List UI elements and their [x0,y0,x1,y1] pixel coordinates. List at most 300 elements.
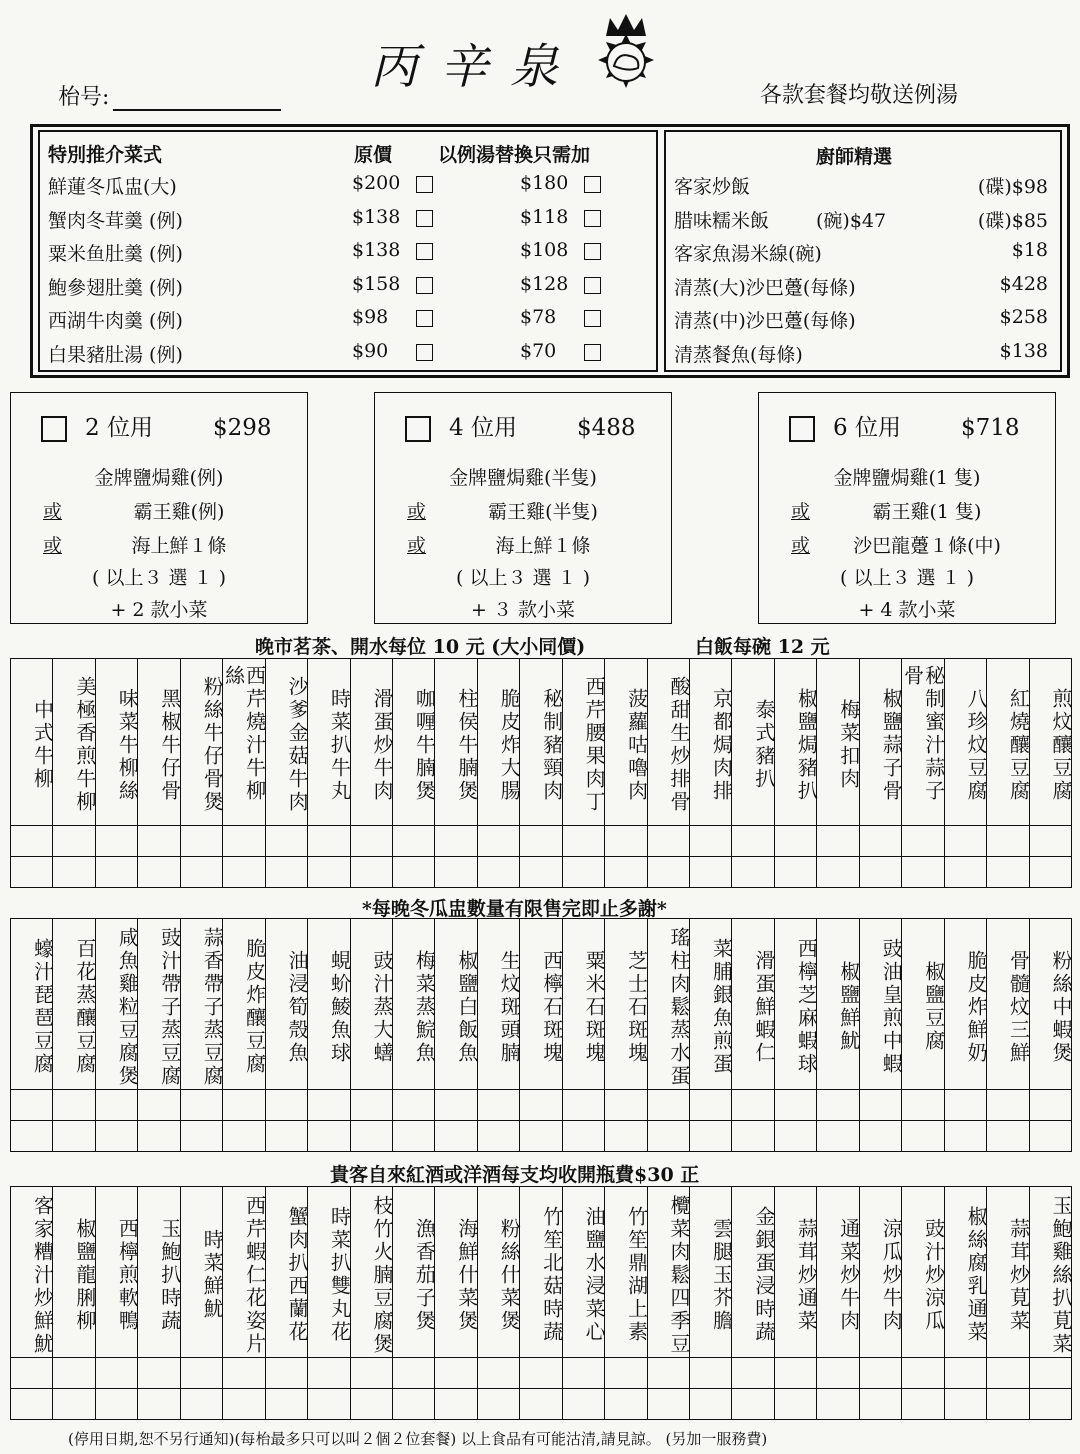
order-cell[interactable] [520,1388,561,1419]
dish-name: 竹笙鼎湖上素 [624,1206,649,1344]
set-header [789,409,1020,442]
order-cell[interactable] [690,1388,731,1419]
dish-column [478,659,520,887]
set-side-dishes: + 2 款小菜 [110,599,208,621]
order-cell[interactable] [1030,856,1071,887]
order-cell[interactable] [817,1357,858,1388]
order-cell[interactable] [96,856,137,887]
dish-name: 涼瓜炒牛肉 [879,1217,904,1333]
order-checkbox[interactable] [416,344,433,361]
dish-column [945,919,987,1151]
chef-item-price: $138 [999,339,1048,362]
order-cell[interactable] [605,1388,646,1419]
dish-name: 菠蘿咕嚕肉 [624,687,649,803]
order-cell[interactable] [478,825,519,856]
dish-column [1030,919,1071,1151]
order-cell[interactable] [96,1388,137,1419]
order-cell[interactable] [563,1120,604,1151]
order-cell[interactable] [987,825,1028,856]
order-cell[interactable] [53,825,94,856]
order-cell[interactable] [817,1388,858,1419]
order-cell[interactable] [11,1357,52,1388]
dish-name: 菜脯銀魚煎蛋 [709,938,734,1076]
order-cell[interactable] [860,1388,901,1419]
dish-name: 紅燒釀豆腐 [1006,687,1031,803]
dish-name: 豉汁蒸大蟮 [369,949,394,1065]
set-checkbox[interactable] [789,416,815,442]
order-checkbox[interactable] [584,210,601,227]
order-cell[interactable] [860,856,901,887]
special-item-replace-price: $180 [520,172,569,194]
dish-name: 滑蛋炒牛肉 [369,687,394,803]
dish-grid-2 [10,918,1072,1152]
dish-column [181,659,223,887]
set-choose-note: ( 以上３ 選 １ ) [456,567,590,589]
order-cell[interactable] [11,825,52,856]
order-cell[interactable] [563,1357,604,1388]
dish-name: 竹笙北菇時蔬 [539,1206,564,1344]
order-cell[interactable] [181,1357,222,1388]
set-or-2: 或 [407,535,427,557]
order-cell[interactable] [478,1388,519,1419]
dish-column [648,659,690,887]
order-cell[interactable] [308,1388,349,1419]
order-cell[interactable] [478,856,519,887]
dish-column [53,919,95,1151]
dish-name: 泰式豬扒 [751,699,776,791]
dish-column [308,919,350,1151]
dish-column [563,659,605,887]
order-cell[interactable] [605,825,646,856]
order-cell[interactable] [393,1388,434,1419]
order-cell[interactable] [138,1357,179,1388]
dish-name: 海鮮什菜煲 [454,1217,479,1333]
dish-column [605,1187,647,1419]
order-cell[interactable] [351,1388,392,1419]
dish-name: 客家糟汁炒鮮魷 [30,1194,55,1356]
order-cell[interactable] [308,1120,349,1151]
order-cell[interactable] [435,1089,476,1120]
order-checkbox[interactable] [584,310,601,327]
dish-name: 秘制豬頸肉 [539,687,564,803]
special-item-replace-price: $108 [520,239,569,261]
dish-column [181,1187,223,1419]
dish-name: 美極香煎牛柳 [72,676,97,814]
order-cell[interactable] [945,1357,986,1388]
order-cell[interactable] [181,1089,222,1120]
chef-item-price: $258 [999,306,1048,328]
dish-name: 椒鹽白飯魚 [454,949,479,1065]
order-cell[interactable] [520,825,561,856]
dish-name: 咸魚雞粒豆腐煲 [115,926,140,1088]
special-item-price: $138 [352,205,401,228]
order-cell[interactable] [308,856,349,887]
order-cell[interactable] [520,1120,561,1151]
order-cell[interactable] [732,1120,773,1151]
order-cell[interactable] [223,1120,264,1151]
order-cell[interactable] [902,1120,943,1151]
order-cell[interactable] [605,1089,646,1120]
order-cell[interactable] [223,856,264,887]
dish-column [860,919,902,1151]
order-cell[interactable] [266,1388,307,1419]
dish-column [351,919,393,1151]
order-cell[interactable] [563,1388,604,1419]
dish-column [478,1187,520,1419]
wintermelon-notice: *每晚冬瓜盅數量有限售完即止多謝* [362,898,667,920]
order-cell[interactable] [478,1089,519,1120]
set-option-2: 霸王雞(例) [133,501,225,523]
order-cell[interactable] [11,856,52,887]
order-cell[interactable] [987,856,1028,887]
order-cell[interactable] [945,1120,986,1151]
order-cell[interactable] [223,1357,264,1388]
order-cell[interactable] [690,1120,731,1151]
dish-name: 油鹽水浸菜心 [582,1206,607,1344]
dish-name: 油浸筍殼魚 [285,949,310,1065]
dish-name: 柱侯牛腩煲 [454,687,479,803]
order-cell[interactable] [96,1357,137,1388]
order-cell[interactable] [181,1388,222,1419]
dish-name: 蒜香帶子蒸豆腐 [200,926,225,1088]
order-cell[interactable] [732,856,773,887]
dish-name: 酸甜生炒排骨 [667,676,691,814]
dish-column [902,659,944,887]
order-cell[interactable] [945,1388,986,1419]
dish-name: 玉鮑雞絲扒莧菜 [1048,1194,1073,1356]
order-checkbox[interactable] [416,176,433,193]
set-or-1: 或 [43,501,63,523]
set-or-2: 或 [43,535,63,557]
dish-column [435,1187,477,1419]
special-item-replace-price: $118 [520,205,569,228]
order-cell[interactable] [11,1120,52,1151]
dish-name: 梅菜蒸鯇魚 [412,949,437,1065]
set-header [41,409,272,442]
dish-column [96,919,138,1151]
order-cell[interactable] [520,1089,561,1120]
order-cell[interactable] [987,1357,1028,1388]
order-cell[interactable] [393,1120,434,1151]
set-price: $298 [212,415,272,441]
dish-name: 煎炆釀豆腐 [1048,687,1073,803]
dish-column [732,1187,774,1419]
order-cell[interactable] [53,1357,94,1388]
dish-column [393,1187,435,1419]
order-cell[interactable] [775,1089,816,1120]
order-cell[interactable] [435,825,476,856]
dish-name: 蠔汁琵琶豆腐 [30,938,55,1076]
dish-column [1030,659,1071,887]
order-cell[interactable] [775,1120,816,1151]
order-cell[interactable] [393,1089,434,1120]
order-cell[interactable] [775,1357,816,1388]
order-cell[interactable] [860,1089,901,1120]
dish-column [563,1187,605,1419]
dish-column [987,659,1029,887]
order-checkbox[interactable] [416,210,433,227]
dish-column [308,1187,350,1419]
set-choose-note: ( 以上３ 選 １ ) [840,567,974,589]
order-cell[interactable] [478,1120,519,1151]
dish-column [732,919,774,1151]
dish-column [96,659,138,887]
dish-name: 時菜扒雙丸花 [327,1206,352,1344]
order-cell[interactable] [732,1357,773,1388]
order-checkbox[interactable] [584,344,601,361]
order-cell[interactable] [945,1089,986,1120]
order-cell[interactable] [435,1357,476,1388]
order-cell[interactable] [648,825,689,856]
dish-column [648,1187,690,1419]
dish-column [860,659,902,887]
order-cell[interactable] [860,825,901,856]
order-cell[interactable] [817,825,858,856]
dish-column [1030,1187,1071,1419]
order-cell[interactable] [11,1089,52,1120]
order-cell[interactable] [53,1388,94,1419]
order-cell[interactable] [648,1120,689,1151]
order-cell[interactable] [266,825,307,856]
order-cell[interactable] [308,1089,349,1120]
order-cell[interactable] [987,1388,1028,1419]
set-checkbox[interactable] [405,416,431,442]
set-persons: 2 位用 [85,415,153,441]
order-cell[interactable] [605,856,646,887]
order-cell[interactable] [138,825,179,856]
order-cell[interactable] [435,1120,476,1151]
order-cell[interactable] [478,1357,519,1388]
order-cell[interactable] [435,856,476,887]
order-cell[interactable] [351,856,392,887]
order-cell[interactable] [817,856,858,887]
order-cell[interactable] [690,1357,731,1388]
order-cell[interactable] [266,856,307,887]
order-cell[interactable] [817,1120,858,1151]
order-checkbox[interactable] [416,277,433,294]
order-cell[interactable] [351,825,392,856]
dish-name: 蟹肉扒西蘭花 [285,1206,310,1344]
dish-name: 八珍炆豆腐 [964,687,989,803]
set-option-2: 霸王雞(半隻) [488,501,598,523]
special-item-name: 鮮蓮冬瓜盅(大) [48,176,177,198]
special-item-name: 鮑參翅肚羹 (例) [48,276,183,299]
dish-name: 枝竹火腩豆腐煲 [369,1194,394,1356]
order-cell[interactable] [775,856,816,887]
dish-column [732,659,774,887]
order-cell[interactable] [732,825,773,856]
order-cell[interactable] [138,1388,179,1419]
order-checkbox[interactable] [584,243,601,260]
dish-name: 骨髓炆三鮮 [1006,949,1031,1065]
dish-column [138,659,180,887]
dish-name: 欖菜肉鬆四季豆 [667,1194,691,1356]
crown-logo-icon [588,12,664,104]
set-meal-box [374,392,672,624]
order-cell[interactable] [138,1089,179,1120]
order-cell[interactable] [266,1120,307,1151]
order-cell[interactable] [351,1089,392,1120]
order-cell[interactable] [563,1089,604,1120]
dish-column [435,659,477,887]
order-cell[interactable] [648,856,689,887]
chef-item-name: 腊味糯米飯 [674,209,770,232]
dish-name: 通菜炒牛肉 [836,1217,861,1333]
order-cell[interactable] [266,1089,307,1120]
dish-column [53,1187,95,1419]
order-cell[interactable] [648,1089,689,1120]
dish-column [351,659,393,887]
dish-column [775,919,817,1151]
order-cell[interactable] [520,1357,561,1388]
order-cell[interactable] [53,1120,94,1151]
dish-name: 芝士石斑塊 [624,949,649,1065]
dish-column [775,1187,817,1419]
order-cell[interactable] [605,1120,646,1151]
chef-item-name: 清蒸(中)沙巴躉(每條) [674,310,856,332]
set-option-1: 金牌鹽焗雞(1 隻) [833,467,981,489]
order-checkbox[interactable] [584,277,601,294]
tea-notice: 晚市茗茶、開水每位 10 元 (大小同價) [255,636,586,658]
order-cell[interactable] [351,1357,392,1388]
order-cell[interactable] [393,825,434,856]
order-cell[interactable] [96,1120,137,1151]
order-cell[interactable] [308,1357,349,1388]
order-cell[interactable] [266,1357,307,1388]
order-cell[interactable] [138,856,179,887]
set-option-2: 霸王雞(1 隻) [872,501,982,523]
order-checkbox[interactable] [584,176,601,193]
order-cell[interactable] [223,825,264,856]
order-cell[interactable] [53,1089,94,1120]
dish-name: 梅菜扣肉 [836,699,861,791]
order-cell[interactable] [1030,825,1071,856]
set-price: $718 [960,415,1020,441]
special-item-name: 白果豬肚湯 (例) [48,343,183,366]
restaurant-logo-text: 丙辛泉 [370,39,581,95]
order-cell[interactable] [732,1089,773,1120]
order-cell[interactable] [902,825,943,856]
special-item-price: $138 [352,239,401,261]
order-cell[interactable] [563,825,604,856]
order-cell[interactable] [1030,1357,1071,1388]
order-cell[interactable] [1030,1388,1071,1419]
chef-item-price: (碟)$85 [977,209,1048,232]
order-checkbox[interactable] [416,310,433,327]
order-cell[interactable] [902,1388,943,1419]
order-cell[interactable] [181,1120,222,1151]
order-cell[interactable] [690,825,731,856]
chef-item-bowl-price: (碗)$47 [816,209,887,232]
dish-name: 粉絲中蝦煲 [1048,949,1073,1065]
chef-item-price: (碟)$98 [977,176,1048,198]
order-checkbox[interactable] [416,243,433,260]
order-cell[interactable] [987,1120,1028,1151]
dish-column [690,919,732,1151]
dish-name: 百花蒸釀豆腐 [72,938,97,1076]
dish-column [520,1187,562,1419]
set-choose-note: ( 以上３ 選 １ ) [92,567,226,589]
order-cell[interactable] [308,825,349,856]
order-cell[interactable] [860,1357,901,1388]
order-cell[interactable] [690,856,731,887]
order-cell[interactable] [732,1388,773,1419]
set-or-1: 或 [791,501,811,523]
order-cell[interactable] [945,825,986,856]
order-cell[interactable] [648,1357,689,1388]
set-or-2: 或 [791,535,811,557]
order-cell[interactable] [11,1388,52,1419]
dish-name: 中式牛柳 [30,699,55,791]
dish-column [266,1187,308,1419]
order-cell[interactable] [393,856,434,887]
order-cell[interactable] [181,825,222,856]
order-cell[interactable] [96,1089,137,1120]
order-cell[interactable] [902,856,943,887]
order-cell[interactable] [393,1357,434,1388]
order-cell[interactable] [53,856,94,887]
dish-name: 蒜茸炒莧菜 [1006,1217,1031,1333]
order-cell[interactable] [181,856,222,887]
dish-name: 京都焗肉排 [709,687,734,803]
dish-name: 黑椒牛仔骨 [157,687,182,803]
order-cell[interactable] [223,1388,264,1419]
dish-column [435,919,477,1151]
order-cell[interactable] [1030,1120,1071,1151]
dish-column [817,1187,859,1419]
dish-column [11,659,53,887]
order-cell[interactable] [775,1388,816,1419]
order-cell[interactable] [945,856,986,887]
dish-name: 西芹燒汁牛柳絲 [221,665,267,803]
chef-item-price: $18 [1011,239,1048,261]
order-cell[interactable] [520,856,561,887]
order-cell[interactable] [96,825,137,856]
set-checkbox[interactable] [41,416,67,442]
order-cell[interactable] [435,1388,476,1419]
dish-name: 雲腿玉芥膽 [709,1217,734,1333]
order-cell[interactable] [223,1089,264,1120]
order-cell[interactable] [605,1357,646,1388]
dish-column [817,659,859,887]
order-cell[interactable] [1030,1089,1071,1120]
order-cell[interactable] [902,1357,943,1388]
dish-column [690,659,732,887]
dish-name: 秘制蜜汁蒜子骨 [900,665,946,803]
order-cell[interactable] [775,825,816,856]
order-cell[interactable] [351,1120,392,1151]
special-item-price: $200 [352,172,401,194]
dish-name: 西芹腰果肉丁 [582,676,607,814]
wine-notice: 貴客自來紅酒或洋酒每支均收開瓶費$30 正 [330,1164,700,1186]
set-persons: 4 位用 [449,415,517,441]
dish-column [817,919,859,1151]
order-cell[interactable] [563,856,604,887]
order-cell[interactable] [860,1120,901,1151]
order-cell[interactable] [690,1089,731,1120]
dish-name: 時菜鮮魷 [200,1229,225,1321]
special-item-price: $98 [352,306,389,328]
order-cell[interactable] [817,1089,858,1120]
table-number-field[interactable]: 枱号: [58,80,281,111]
dish-column [902,1187,944,1419]
order-cell[interactable] [648,1388,689,1419]
order-cell[interactable] [987,1089,1028,1120]
order-cell[interactable] [902,1089,943,1120]
order-cell[interactable] [138,1120,179,1151]
dish-column [96,1187,138,1419]
dish-name: 椒鹽豆腐 [921,961,946,1053]
